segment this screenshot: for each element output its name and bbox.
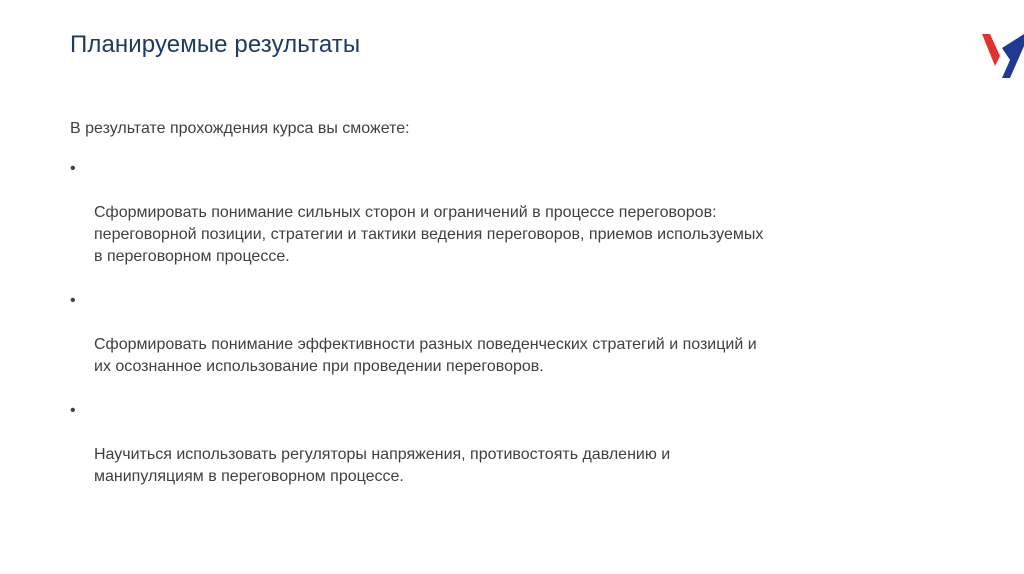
bullet-list <box>70 158 930 488</box>
intro-text: В результате прохождения курса вы сможете: <box>70 120 410 137</box>
logo-navy-stroke <box>1002 34 1024 78</box>
content-body <box>70 118 930 510</box>
bullet-icon: • <box>70 292 76 309</box>
bullet-icon: • <box>70 160 76 177</box>
bullet-text: Сформировать понимание эффективности разных поведенческих стратегий и позиций и их осознанное использование при проведении переговоров. <box>94 336 757 375</box>
bullet-item <box>70 158 930 268</box>
logo-red-stroke <box>982 34 1000 66</box>
bullet-text: Сформировать понимание сильных сторон и ограничений в процессе переговоров: переговорной позиции, стратегии и тактики ведения переговоров, приемов используемых в переговорном процессе. <box>94 204 764 265</box>
bullet-item <box>70 290 930 378</box>
slide-title: Планируемые результаты <box>70 31 361 58</box>
checkmark-logo-icon <box>968 32 1024 80</box>
bullet-icon: • <box>70 402 76 419</box>
bullet-item <box>70 400 930 488</box>
bullet-text: Научиться использовать регуляторы напряжения, противостоять давлению и манипуляциям в переговорном процессе. <box>94 446 671 485</box>
